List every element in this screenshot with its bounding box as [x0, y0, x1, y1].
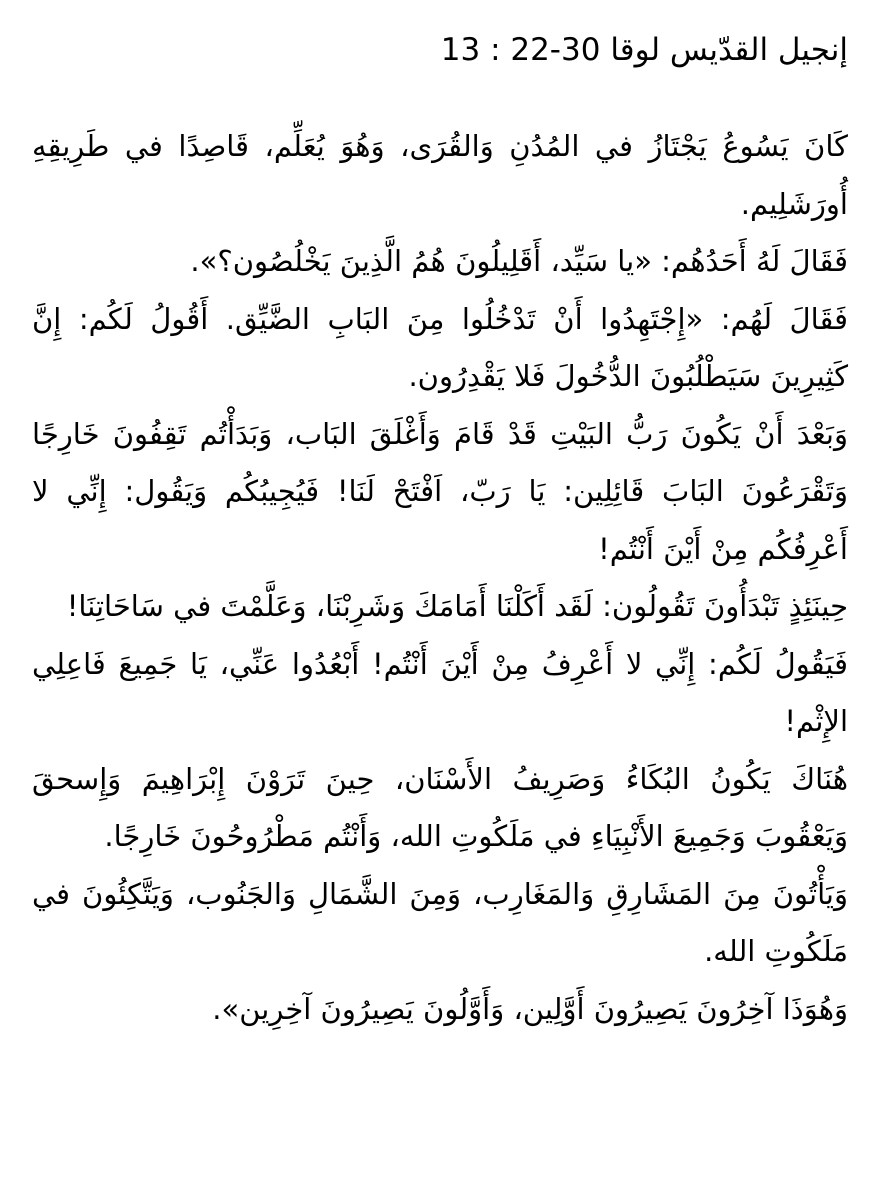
passage-text: [32, 118, 848, 1038]
verse-paragraph: فَيَقُولُ لَكُم: إِنِّي لا أَعْرِفُ مِنْ أَيْنَ أَنْتُم! أَبْعُدُوا عَنِّي، يَا جَمِيعَ فَاعِلِي الإِثْم!: [32, 646, 848, 738]
verse-paragraph: كَانَ يَسُوعُ يَجْتَازُ في المُدُنِ وَالقُرَى، وَهُوَ يُعَلِّم، قَاصِدًا في طَرِيقِهِ أُورَشَلِيم.: [32, 129, 848, 221]
verse-paragraph: فَقَالَ لَهُ أَحَدُهُم: «يا سَيِّد، أَقَلِيلُونَ هُمُ الَّذِينَ يَخْلُصُون؟».: [190, 244, 848, 278]
verse-paragraph: وَبَعْدَ أَنْ يَكُونَ رَبُّ البَيْتِ قَدْ قَامَ وَأَغْلَقَ البَاب، وَبَدَأْتُم تَقِفُونَ خَارِجًا وَتَقْرَعُونَ البَابَ قَائِلِين: يَا رَبّ، اَفْتَحْ لَنَا! فَيُجِيبُكُم وَيَقُول: إِنِّي لا أَعْرِفُكُم مِنْ أَيْنَ أَنْتُم!: [32, 416, 848, 566]
passage-title: [32, 22, 848, 78]
passage-reference: 13 : 22-30: [440, 32, 601, 68]
verse-paragraph: هُنَاكَ يَكُونُ البُكَاءُ وَصَرِيفُ الأَسْنَان، حِينَ تَرَوْنَ إِبْرَاهِيمَ وَإِسحقَ وَيَعْقُوبَ وَجَمِيعَ الأَنْبِيَاءِ في مَلَكُوتِ الله، وَأَنْتُم مَطْرُوحُونَ خَارِجًا.: [32, 761, 848, 853]
verse-paragraph: وَيَأْتُونَ مِنَ المَشَارِقِ وَالمَغَارِب، وَمِنَ الشَّمَالِ وَالجَنُوب، وَيَتَّكِئُونَ في مَلَكُوتِ الله.: [32, 876, 848, 968]
verse-paragraph: فَقَالَ لَهُم: «إِجْتَهِدُوا أَنْ تَدْخُلُوا مِنَ البَابِ الضَّيِّق. أَقُولُ لَكُم: إِنَّ كَثِيرِينَ سَيَطْلُبُونَ الدُّخُولَ فَلا يَقْدِرُون.: [32, 301, 848, 393]
verse-paragraph: حِينَئِذٍ تَبْدَأُونَ تَقُولُون: لَقَد أَكَلْنَا أَمَامَكَ وَشَرِبْنَا، وَعَلَّمْتَ في سَاحَاتِنَا!: [66, 589, 848, 623]
passage-book: إنجيل القدّيس لوقا: [610, 32, 848, 68]
verse-paragraph: وَهُوَذَا آخِرُونَ يَصِيرُونَ أَوَّلِين، وَأَوَّلُونَ يَصِيرُونَ آخِرِين».: [212, 991, 848, 1026]
